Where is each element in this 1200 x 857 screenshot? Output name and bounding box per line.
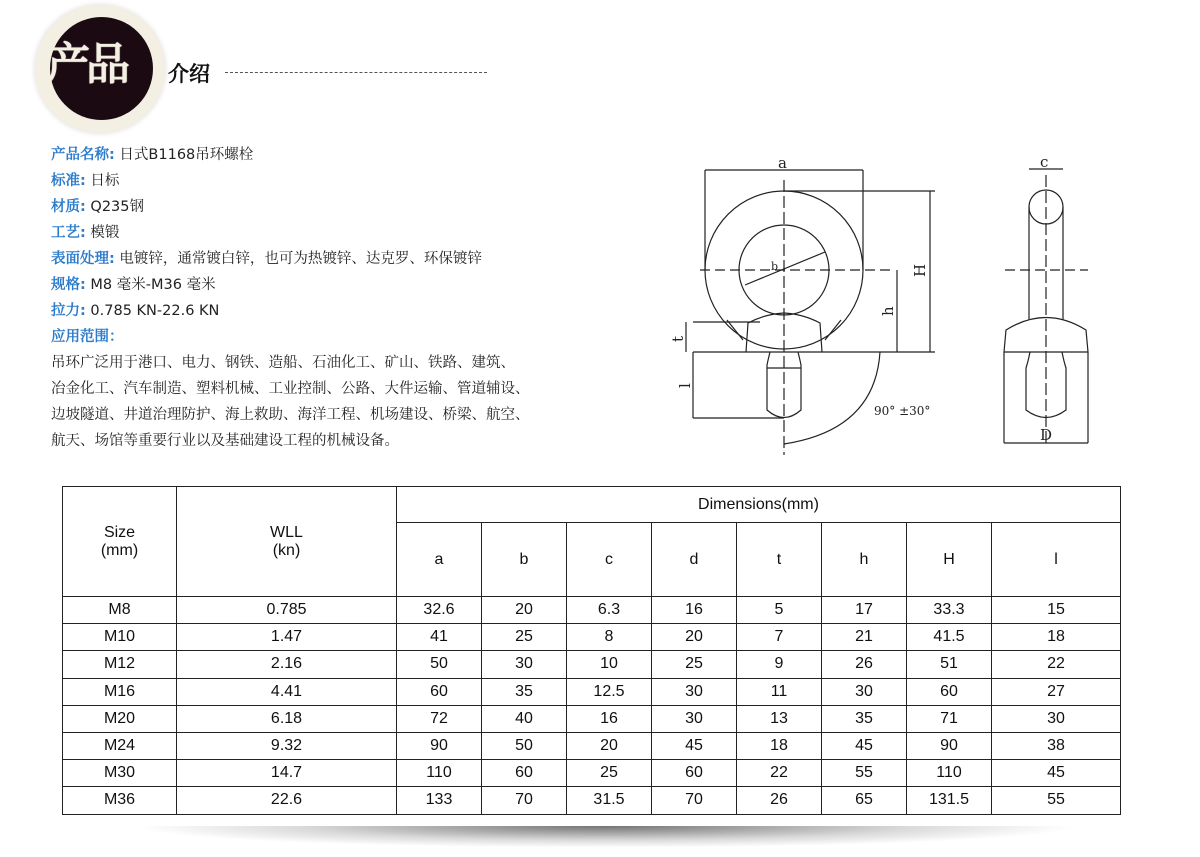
table-cell: 40	[482, 705, 567, 732]
table-cell: 38	[992, 732, 1121, 759]
table-cell: 60	[907, 678, 992, 705]
info-value: 电镀锌，通常镀白锌，也可为热镀锌、达克罗、环保镀锌	[114, 251, 482, 267]
table-cell: 22	[737, 760, 822, 787]
info-row	[51, 142, 530, 168]
table-cell: 17	[822, 597, 907, 624]
info-value: 日式B1168吊环螺栓	[114, 147, 254, 163]
table-cell: 6.3	[567, 597, 652, 624]
table-cell: 35	[822, 705, 907, 732]
info-label: 材质:	[51, 199, 86, 215]
table-cell: 41	[397, 624, 482, 651]
table-cell: 110	[397, 760, 482, 787]
table-cell: 16	[567, 705, 652, 732]
dim-column-header: b	[482, 523, 567, 597]
table-cell: 26	[737, 787, 822, 814]
size-header: Size (mm)	[63, 487, 177, 597]
info-row	[51, 272, 530, 298]
info-label: 产品名称:	[51, 147, 115, 163]
table-cell: 32.6	[397, 597, 482, 624]
table-row	[63, 651, 1121, 678]
table-cell: 14.7	[177, 760, 397, 787]
info-row	[51, 246, 530, 272]
dim-column-header: d	[652, 523, 737, 597]
info-value: 模锻	[85, 225, 120, 241]
table-cell: 65	[822, 787, 907, 814]
table-cell: 72	[397, 705, 482, 732]
table-cell: 4.41	[177, 678, 397, 705]
application-text	[51, 350, 530, 454]
table-cell: 25	[567, 760, 652, 787]
info-row	[51, 194, 530, 220]
dashed-divider	[225, 72, 487, 73]
table-cell: 90	[907, 732, 992, 759]
table-cell: 90	[397, 732, 482, 759]
table-cell: 55	[992, 787, 1121, 814]
dim-column-header: h	[822, 523, 907, 597]
dim-column-header: c	[567, 523, 652, 597]
table-cell: 18	[992, 624, 1121, 651]
table-cell: 22.6	[177, 787, 397, 814]
info-row	[51, 324, 530, 350]
table-cell: 9.32	[177, 732, 397, 759]
dim-D-label: D	[1040, 426, 1053, 444]
table-cell: M36	[63, 787, 177, 814]
table-cell: 45	[822, 732, 907, 759]
table-cell: 25	[652, 651, 737, 678]
table-row	[63, 678, 1121, 705]
application-line: 边坡隧道、井道治理防护、海上救助、海洋工程、机场建设、桥梁、航空、	[51, 407, 530, 423]
table-cell: M8	[63, 597, 177, 624]
dim-H-label: H	[911, 263, 929, 277]
table-cell: 50	[397, 651, 482, 678]
table-cell: 22	[992, 651, 1121, 678]
table-cell: 8	[567, 624, 652, 651]
info-label: 工艺:	[51, 225, 86, 241]
table-cell: 0.785	[177, 597, 397, 624]
info-label: 应用范围：	[51, 329, 124, 345]
info-label: 表面处理:	[51, 251, 115, 267]
dim-column-header: H	[907, 523, 992, 597]
table-cell: 26	[822, 651, 907, 678]
logo-text: 产品	[46, 39, 126, 90]
table-cell: 70	[652, 787, 737, 814]
dim-h-label: h	[879, 306, 897, 316]
table-cell: 16	[652, 597, 737, 624]
table-cell: 60	[652, 760, 737, 787]
table-cell: 30	[822, 678, 907, 705]
table-cell: 110	[907, 760, 992, 787]
table-row	[63, 705, 1121, 732]
table-cell: M24	[63, 732, 177, 759]
info-label: 标准:	[51, 173, 86, 189]
dim-b-label: b	[771, 260, 779, 273]
table-row	[63, 787, 1121, 814]
table-cell: 20	[482, 597, 567, 624]
table-cell: 50	[482, 732, 567, 759]
table-cell: 21	[822, 624, 907, 651]
table-cell: 45	[992, 760, 1121, 787]
info-label: 拉力:	[51, 303, 86, 319]
table-cell: 131.5	[907, 787, 992, 814]
table-cell: 71	[907, 705, 992, 732]
table-cell: 15	[992, 597, 1121, 624]
info-value: M8 毫米-M36 毫米	[85, 277, 216, 293]
table-cell: 1.47	[177, 624, 397, 651]
table-cell: 133	[397, 787, 482, 814]
table-cell: 7	[737, 624, 822, 651]
table-cell: 30	[652, 705, 737, 732]
table-cell: 2.16	[177, 651, 397, 678]
table-cell: 12.5	[567, 678, 652, 705]
table-row	[63, 624, 1121, 651]
info-row	[51, 168, 530, 194]
table-cell: 30	[992, 705, 1121, 732]
table-cell: M12	[63, 651, 177, 678]
eyebolt-diagram	[660, 140, 1130, 465]
dim-c-label: c	[1040, 153, 1049, 171]
table-cell: 45	[652, 732, 737, 759]
table-cell: 27	[992, 678, 1121, 705]
spec-table	[62, 486, 1121, 815]
dim-l-label: l	[676, 383, 694, 388]
info-value: 0.785 KN-22.6 KN	[85, 303, 220, 319]
wll-header: WLL (kn)	[177, 487, 397, 597]
product-info	[51, 142, 530, 454]
table-cell: 60	[482, 760, 567, 787]
table-row	[63, 732, 1121, 759]
dim-column-header: a	[397, 523, 482, 597]
table-cell: 33.3	[907, 597, 992, 624]
table-cell: 11	[737, 678, 822, 705]
dim-a-label: a	[778, 154, 787, 172]
dim-column-header: t	[737, 523, 822, 597]
table-cell: 18	[737, 732, 822, 759]
table-cell: 20	[652, 624, 737, 651]
dimensions-header: Dimensions(mm)	[397, 487, 1121, 523]
table-cell: M16	[63, 678, 177, 705]
table-cell: 30	[482, 651, 567, 678]
section-subtitle: 介绍	[168, 62, 210, 86]
table-row	[63, 597, 1121, 624]
info-row	[51, 220, 530, 246]
info-row	[51, 298, 530, 324]
info-value: Q235钢	[85, 199, 145, 215]
table-cell: 5	[737, 597, 822, 624]
table-cell: 55	[822, 760, 907, 787]
table-cell: 9	[737, 651, 822, 678]
application-line: 航天、场馆等重要行业以及基础建设工程的机械设备。	[51, 433, 399, 449]
dim-t-label: t	[669, 335, 687, 342]
table-cell: 70	[482, 787, 567, 814]
table-cell: 31.5	[567, 787, 652, 814]
dim-column-header: l	[992, 523, 1121, 597]
table-cell: 25	[482, 624, 567, 651]
table-cell: M20	[63, 705, 177, 732]
info-value: 日标	[85, 173, 120, 189]
info-label: 规格:	[51, 277, 86, 293]
table-cell: 60	[397, 678, 482, 705]
table-cell: M10	[63, 624, 177, 651]
table-cell: 10	[567, 651, 652, 678]
table-cell: 41.5	[907, 624, 992, 651]
application-line: 吊环广泛用于港口、电力、钢铁、造船、石油化工、矿山、铁路、建筑、	[51, 355, 515, 371]
table-cell: M30	[63, 760, 177, 787]
angle-label: 90° ±30°	[874, 404, 931, 418]
table-cell: 30	[652, 678, 737, 705]
table-cell: 51	[907, 651, 992, 678]
table-row	[63, 760, 1121, 787]
table-cell: 6.18	[177, 705, 397, 732]
table-cell: 35	[482, 678, 567, 705]
table-cell: 13	[737, 705, 822, 732]
application-line: 冶金化工、汽车制造、塑料机械、工业控制、公路、大件运输、管道辅设、	[51, 381, 530, 397]
table-shadow	[130, 826, 1080, 848]
table-cell: 20	[567, 732, 652, 759]
